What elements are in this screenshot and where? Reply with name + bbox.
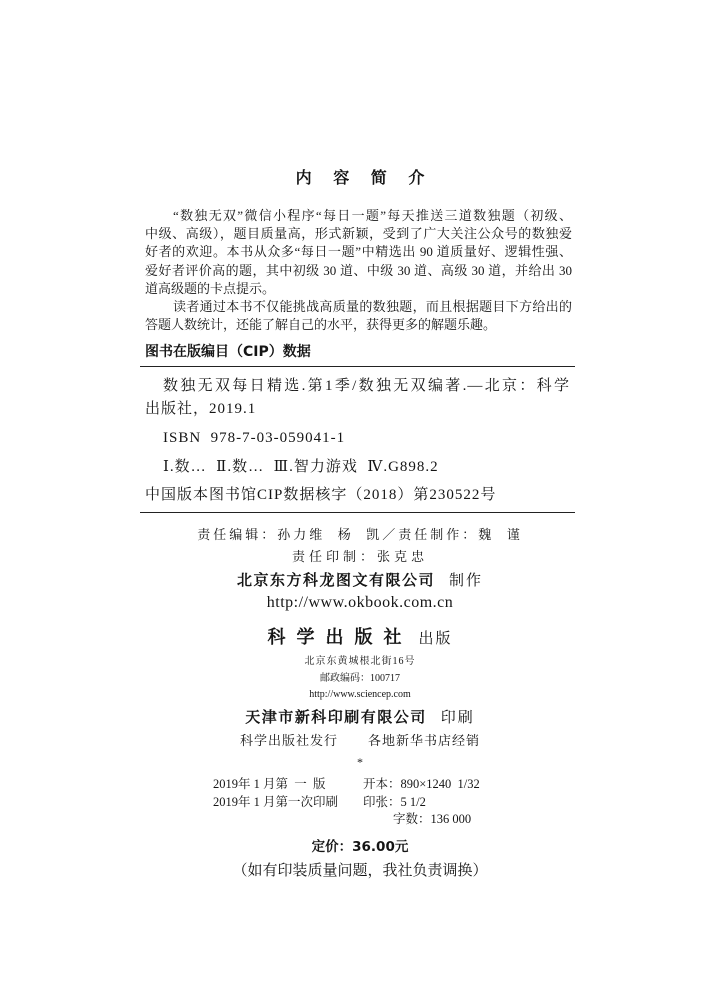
cip-record-number: 中国版本图书馆CIP数据核字（2018）第230522号	[145, 487, 497, 503]
publisher-postcode: 邮政编码：100717	[320, 673, 400, 684]
edition-row	[213, 776, 513, 794]
publisher-line	[0, 626, 720, 651]
edition-row	[213, 811, 513, 829]
paragraph-line: 好者的欢迎。本书从众多“每日一题”中精选出 90 道质量好、逻辑性强、	[145, 244, 572, 260]
publisher-role: 出版	[418, 631, 453, 647]
book-format: 开本：890×1240 1/32	[363, 777, 480, 791]
first-printing: 2019年 1 月第一次印刷	[213, 794, 339, 809]
retailer: 各地新华书店经销	[368, 733, 481, 748]
distributor: 科学出版社发行	[239, 733, 338, 748]
editors-credit: 责任编辑：孙力维 杨 凯／责任制作：魏 谨	[197, 527, 523, 542]
cip-isbn: ISBN 978-7-03-059041-1	[163, 430, 346, 446]
producer-url: http://www.okbook.com.cn	[266, 594, 454, 611]
edition-info	[213, 776, 513, 829]
return-notice: （如有印装质量问题，我社负责调换）	[232, 863, 488, 879]
cip-entry-line: 数独无双每日精选.第1季/数独无双编著.—北京：科学	[163, 378, 570, 394]
paragraph-line: “数独无双”微信小程序“每日一题”每天推送三道数独题（初级、	[173, 208, 572, 223]
printing-supervisor-credit: 责任印制：张克忠	[291, 549, 428, 564]
cip-heading: 图书在版编目（CIP）数据	[145, 344, 311, 360]
cip-entry-line: 出版社，2019.1	[145, 401, 257, 417]
cip-classification: Ⅰ.数… Ⅱ.数… Ⅲ.智力游戏 Ⅳ.G898.2	[163, 459, 439, 475]
paragraph-line: 爱好者评价高的题，其中初级 30 道、中级 30 道、高级 30 道，并给出 30	[145, 262, 572, 278]
publisher-name: 科学出版社	[267, 627, 413, 648]
first-edition: 2019年 1 月第 一 版	[213, 777, 326, 791]
intro-title: 内 容 简 介	[295, 168, 433, 187]
producer-name: 北京东方科龙图文有限公司	[236, 571, 435, 589]
intro-paragraph-1	[145, 207, 572, 298]
printer-role: 印刷	[440, 710, 475, 726]
paragraph-line: 答题人数统计，还能了解自己的水平，获得更多的解题乐趣。	[145, 317, 497, 333]
edition-row	[213, 794, 513, 812]
separator-asterisk: *	[357, 755, 363, 769]
word-count: 字数：136 000	[393, 812, 472, 826]
cip-bottom-rule	[140, 512, 575, 513]
producer-line	[0, 570, 720, 591]
paragraph-line: 读者通过本书不仅能挑战高质量的数独题，而且根据题目下方给出的	[173, 298, 572, 314]
paragraph-line: 道高级题的卡点提示。	[145, 280, 276, 296]
publisher-url: http://www.sciencep.com	[309, 689, 411, 700]
paragraph-line: 中级、高级），题目质量高，形式新颖，受到了广大关注公众号的数独爱	[145, 226, 572, 242]
cip-top-rule	[140, 366, 575, 367]
publisher-address: 北京东黄城根北街16号	[304, 656, 416, 667]
printed-sheets: 印张：5 1/2	[363, 794, 426, 809]
producer-role: 制作	[449, 573, 484, 589]
printer-line	[0, 707, 720, 728]
distribution-line	[0, 732, 720, 750]
printer-name: 天津市新科印刷有限公司	[245, 708, 427, 726]
intro-paragraph-2	[145, 298, 572, 334]
intro-body	[145, 207, 572, 334]
price: 定价：36.00元	[311, 839, 409, 855]
